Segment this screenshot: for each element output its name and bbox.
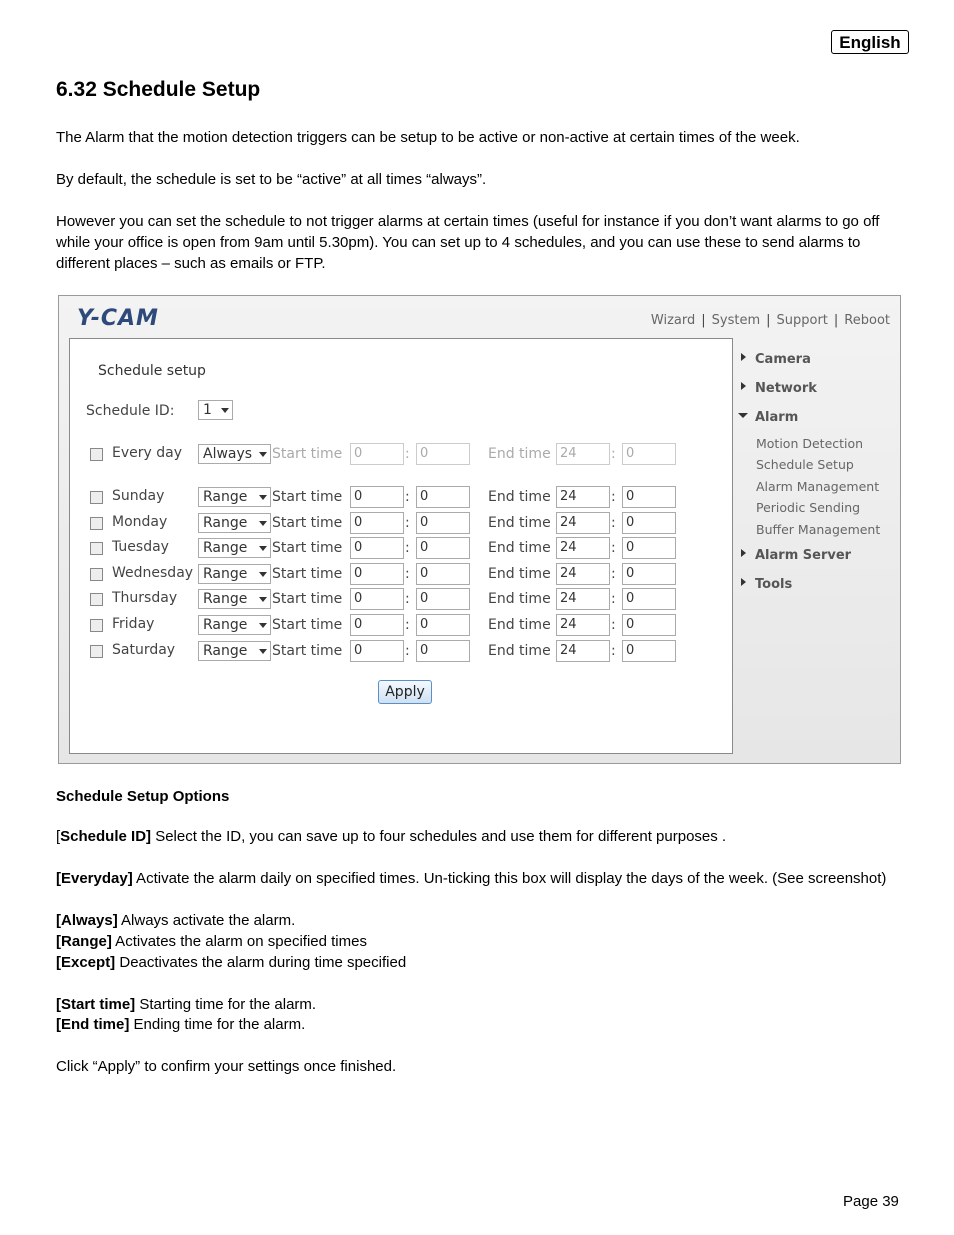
monday-label: Monday — [112, 514, 168, 530]
caret-down-icon — [738, 413, 748, 418]
caret-right-icon — [741, 578, 746, 586]
wednesday-checkbox[interactable] — [90, 568, 103, 581]
wednesday-start-colon: : — [405, 566, 410, 582]
thursday-checkbox[interactable] — [90, 593, 103, 606]
chevron-down-icon — [259, 521, 267, 526]
friday-end-minute-input[interactable]: 0 — [622, 614, 676, 636]
schedule-id-select[interactable]: 1 — [198, 400, 233, 420]
monday-mode-select[interactable]: Range — [198, 513, 271, 533]
intro-paragraph-2: By default, the schedule is set to be “active” at all times “always”. — [56, 171, 487, 188]
chevron-down-icon — [259, 597, 267, 602]
sunday-start-colon: : — [405, 489, 410, 505]
tuesday-end-label: End time — [488, 540, 551, 556]
thursday-mode-select[interactable]: Range — [198, 589, 271, 609]
sidebar-item-alarm-server[interactable]: Alarm Server — [755, 548, 852, 563]
friday-end-colon: : — [611, 617, 616, 633]
tuesday-start-hour-input[interactable]: 0 — [350, 537, 404, 559]
thursday-start-minute-input[interactable]: 0 — [416, 588, 470, 610]
monday-start-minute-input[interactable]: 0 — [416, 512, 470, 534]
everyday-end-minute-input[interactable]: 0 — [622, 443, 676, 465]
monday-start-hour-input[interactable]: 0 — [350, 512, 404, 534]
saturday-end-label: End time — [488, 643, 551, 659]
thursday-end-hour-input[interactable]: 24 — [556, 588, 610, 610]
wednesday-end-label: End time — [488, 566, 551, 582]
chevron-down-icon — [259, 623, 267, 628]
nav-reboot-link[interactable]: Reboot — [844, 313, 890, 328]
friday-label: Friday — [112, 616, 155, 632]
option-except: [Except] Deactivates the alarm during time specified — [56, 954, 407, 971]
monday-start-colon: : — [405, 515, 410, 531]
nav-system-link[interactable]: System — [711, 313, 761, 328]
everyday-checkbox[interactable] — [90, 448, 103, 461]
wednesday-start-hour-input[interactable]: 0 — [350, 563, 404, 585]
saturday-end-colon: : — [611, 643, 616, 659]
friday-start-minute-input[interactable]: 0 — [416, 614, 470, 636]
sunday-start-minute-input[interactable]: 0 — [416, 486, 470, 508]
sunday-checkbox[interactable] — [90, 491, 103, 504]
thursday-end-label: End time — [488, 591, 551, 607]
monday-end-colon: : — [611, 515, 616, 531]
wednesday-end-hour-input[interactable]: 24 — [556, 563, 610, 585]
sunday-end-minute-input[interactable]: 0 — [622, 486, 676, 508]
everyday-label: Every day — [112, 445, 182, 461]
tuesday-end-hour-input[interactable]: 24 — [556, 537, 610, 559]
language-badge: English — [831, 30, 909, 54]
friday-checkbox[interactable] — [90, 619, 103, 632]
everyday-mode-select[interactable]: Always — [198, 444, 271, 464]
intro-paragraph-3: However you can set the schedule to not trigger alarms at certain times (useful for instance if you don’t want alarms to go off while your office is open from 9am until 5.30pm). You can set up to 4 schedules, and you can use these to send alarms to different places – such as emails or FTP. — [56, 213, 880, 272]
option-schedule-id: [Schedule ID] Select the ID, you can save up to four schedules and use them for different purposes . — [56, 828, 727, 845]
option-start-time: [Start time] Starting time for the alarm. — [56, 996, 317, 1013]
everyday-start-colon: : — [405, 446, 410, 462]
chevron-down-icon — [259, 649, 267, 654]
ycam-logo: Y-CAM — [77, 306, 159, 331]
saturday-start-colon: : — [405, 643, 410, 659]
wednesday-start-minute-input[interactable]: 0 — [416, 563, 470, 585]
monday-end-minute-input[interactable]: 0 — [622, 512, 676, 534]
sidebar-item-network[interactable]: Network — [755, 381, 817, 396]
everyday-end-colon: : — [611, 446, 616, 462]
everyday-start-label: Start time — [272, 446, 343, 462]
saturday-start-minute-input[interactable]: 0 — [416, 640, 470, 662]
wednesday-mode-select[interactable]: Range — [198, 564, 271, 584]
monday-checkbox[interactable] — [90, 517, 103, 530]
friday-mode-select[interactable]: Range — [198, 615, 271, 635]
tuesday-end-minute-input[interactable]: 0 — [622, 537, 676, 559]
monday-start-label: Start time — [272, 515, 343, 531]
monday-end-hour-input[interactable]: 24 — [556, 512, 610, 534]
wednesday-end-minute-input[interactable]: 0 — [622, 563, 676, 585]
wednesday-end-colon: : — [611, 566, 616, 582]
nav-support-link[interactable]: Support — [776, 313, 828, 328]
friday-end-label: End time — [488, 617, 551, 633]
saturday-mode-select[interactable]: Range — [198, 641, 271, 661]
everyday-end-hour-input[interactable]: 24 — [556, 443, 610, 465]
everyday-start-hour-input[interactable]: 0 — [350, 443, 404, 465]
closing-instruction: Click “Apply” to confirm your settings once finished. — [56, 1058, 397, 1075]
thursday-end-colon: : — [611, 591, 616, 607]
chevron-down-icon — [259, 572, 267, 577]
friday-start-label: Start time — [272, 617, 343, 633]
nav-wizard-link[interactable]: Wizard — [650, 313, 696, 328]
sidebar-subitem-motion-detection[interactable]: Motion Detection — [756, 436, 864, 451]
sunday-label: Sunday — [112, 488, 165, 504]
everyday-start-minute-input[interactable]: 0 — [416, 443, 470, 465]
schedule-form — [69, 338, 733, 754]
thursday-start-hour-input[interactable]: 0 — [350, 588, 404, 610]
sunday-end-label: End time — [488, 489, 551, 505]
wednesday-label: Wednesday — [112, 565, 194, 581]
saturday-checkbox[interactable] — [90, 645, 103, 658]
friday-start-hour-input[interactable]: 0 — [350, 614, 404, 636]
option-end-time: [End time] Ending time for the alarm. — [56, 1016, 306, 1033]
tuesday-mode-select[interactable]: Range — [198, 538, 271, 558]
sidebar-subitem-alarm-management[interactable]: Alarm Management — [756, 479, 880, 494]
sidebar-item-tools[interactable]: Tools — [755, 577, 793, 592]
chevron-down-icon — [259, 495, 267, 500]
friday-end-hour-input[interactable]: 24 — [556, 614, 610, 636]
saturday-end-hour-input[interactable]: 24 — [556, 640, 610, 662]
everyday-end-label: End time — [488, 446, 551, 462]
chevron-down-icon — [259, 452, 267, 457]
option-always: [Always] Always activate the alarm. — [56, 912, 296, 929]
thursday-label: Thursday — [112, 590, 178, 606]
tuesday-start-minute-input[interactable]: 0 — [416, 537, 470, 559]
thursday-end-minute-input[interactable]: 0 — [622, 588, 676, 610]
section-title: 6.32 Schedule Setup — [56, 78, 261, 101]
caret-right-icon — [741, 353, 746, 361]
caret-right-icon — [741, 382, 746, 390]
saturday-end-minute-input[interactable]: 0 — [622, 640, 676, 662]
schedule-setup-screenshot — [58, 295, 901, 764]
page-number: Page 39 — [843, 1193, 899, 1210]
top-nav: Wizard | System | Support | Reboot — [650, 313, 890, 328]
wednesday-start-label: Start time — [272, 566, 343, 582]
intro-paragraph-1: The Alarm that the motion detection triggers can be setup to be active or non-active at certain times of the week. — [56, 129, 800, 146]
schedule-id-label: Schedule ID: — [86, 403, 175, 419]
saturday-start-hour-input[interactable]: 0 — [350, 640, 404, 662]
apply-button[interactable]: Apply — [378, 680, 432, 704]
friday-start-colon: : — [405, 617, 410, 633]
sidebar-subitem-buffer-management[interactable]: Buffer Management — [756, 522, 881, 537]
tuesday-start-colon: : — [405, 540, 410, 556]
monday-end-label: End time — [488, 515, 551, 531]
tuesday-start-label: Start time — [272, 540, 343, 556]
sidebar-item-alarm[interactable]: Alarm — [755, 410, 799, 425]
sunday-end-hour-input[interactable]: 24 — [556, 486, 610, 508]
saturday-start-label: Start time — [272, 643, 343, 659]
thursday-start-label: Start time — [272, 591, 343, 607]
sunday-end-colon: : — [611, 489, 616, 505]
chevron-down-icon — [221, 408, 229, 413]
sidebar-item-camera[interactable]: Camera — [755, 352, 811, 367]
sidebar-subitem-periodic-sending[interactable]: Periodic Sending — [756, 500, 861, 515]
tuesday-label: Tuesday — [112, 539, 169, 555]
caret-right-icon — [741, 549, 746, 557]
chevron-down-icon — [259, 546, 267, 551]
sidebar-subitem-schedule-setup[interactable]: Schedule Setup — [756, 457, 854, 472]
option-everyday: [Everyday] Activate the alarm daily on specified times. Un-ticking this box will display the days of the week. (See screenshot) — [56, 870, 887, 887]
tuesday-checkbox[interactable] — [90, 542, 103, 555]
options-title: Schedule Setup Options — [56, 788, 230, 805]
sunday-start-hour-input[interactable]: 0 — [350, 486, 404, 508]
saturday-label: Saturday — [112, 642, 176, 658]
sunday-start-label: Start time — [272, 489, 343, 505]
thursday-start-colon: : — [405, 591, 410, 607]
tuesday-end-colon: : — [611, 540, 616, 556]
option-range: [Range] Activates the alarm on specified times — [56, 933, 367, 950]
form-title: Schedule setup — [98, 363, 206, 379]
sunday-mode-select[interactable]: Range — [198, 487, 271, 507]
